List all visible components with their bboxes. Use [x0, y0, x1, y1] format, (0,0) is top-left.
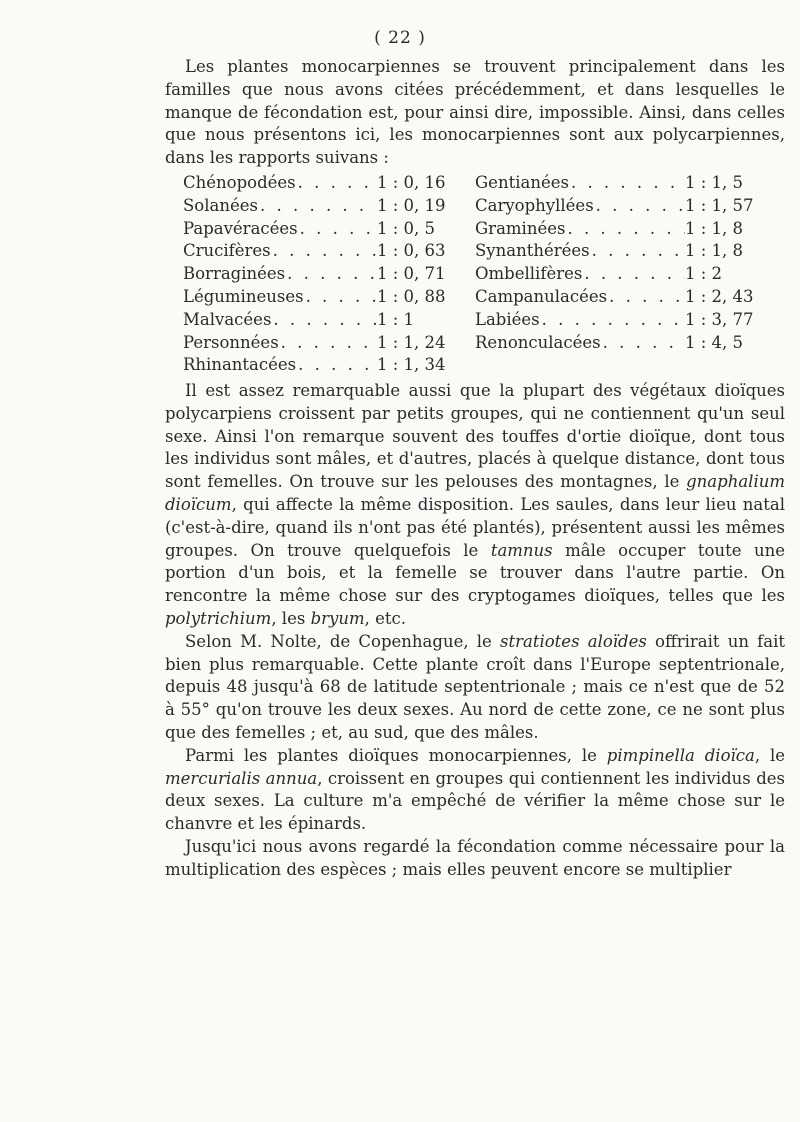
table-cell-right [475, 218, 783, 241]
text-run: Parmi les plantes dioïques monocarpiennes, le [185, 745, 607, 765]
text-run: Selon M. Nolte, de Copenhague, le [185, 631, 501, 651]
table-cell-right [475, 195, 783, 218]
family-name: Solanées [183, 195, 258, 215]
species-name: gnaphalium dioïcum [165, 472, 785, 514]
leader-dots [540, 309, 685, 332]
table-cell-right [475, 286, 783, 309]
text-run: Il est assez remarquable aussi que la plupart des végétaux dioïques polycarpiens croissent par petits groupes, qui ne contiennent qu'un seul sexe. Ainsi l'on remarque souvent des touffes d'ortie dioïque, dont tous les individus sont mâles, et d'autres, placés à quelque distance, dont tous sont femelles. On trouve sur les pelouses des montagnes, le [165, 381, 785, 492]
table-cell-left [183, 218, 475, 241]
leader-dots [271, 240, 377, 263]
text-run: , croissent en groupes qui contiennent les individus des deux sexes. La culture m'a empêché de vérifier la même chose sur le chanvre et les épinards. [165, 768, 785, 834]
leader-dots [590, 240, 685, 263]
paragraph-groups [165, 380, 785, 631]
text-run: offrirait un fait bien plus remarquable. Cette plante croît dans l'Europe septentrionale, depuis 48 jusqu'à 68 de latitude septentrionale ; mais ce n'est que de 52 à 55° qu'on trouve les deux sexes. Au nord de cette zone, ce ne sont plus que des femelles ; et, au sud, que des mâles. [165, 631, 785, 742]
species-name: tamnus [490, 540, 553, 560]
table-row [183, 332, 783, 355]
table-row [183, 263, 783, 286]
ratio-value: 1 : 0, 88 [377, 286, 446, 306]
leader-dots [296, 354, 377, 377]
page-number: ( 22 ) [374, 28, 426, 48]
text-run: mâle occuper toute une portion d'un bois, et la femelle se trouver dans l'autre partie. On rencontre la même chose sur des cryptogames dioïques, telles que les [165, 540, 785, 606]
ratio-value: 1 : 2, 43 [685, 286, 754, 306]
leader-dots [594, 195, 685, 218]
ratio-value: 1 : 1, 8 [685, 218, 744, 238]
text-run: Jusqu'ici nous avons regardé la fécondation comme nécessaire pour la multiplication des espèces ; mais elles peuvent encore se multiplier [165, 836, 785, 879]
family-name: Légumineuses [183, 286, 304, 306]
ratio-value: 1 : 0, 16 [377, 173, 446, 192]
intro-paragraph: Les plantes monocarpiennes se trouvent principalement dans les familles que nous avons citées précédemment, et dans lesquelles le manque de fécondation est, pour ainsi dire, impossible. Ainsi, dans celles que nous présentons ici, les monocarpiennes sont aux polycarpiennes, dans les rapports suivans : [165, 57, 785, 168]
family-name: Labiées [475, 309, 540, 329]
table-row [183, 240, 783, 263]
ratio-value: 1 : 1, 5 [685, 173, 744, 192]
leader-dots [569, 172, 685, 195]
leader-dots [565, 218, 685, 241]
table-row [183, 218, 783, 241]
table-row [183, 195, 783, 218]
ratio-value: 1 : 1 [377, 309, 415, 329]
table-row [183, 172, 783, 195]
leader-dots [601, 332, 685, 355]
intro-paragraph-block [165, 56, 785, 170]
table-cell-right [475, 354, 783, 377]
paragraph-monocarpiennes [165, 745, 785, 836]
paragraph-fecondation [165, 836, 785, 882]
ratio-value: 1 : 3, 77 [685, 309, 754, 329]
leader-dots [304, 286, 377, 309]
family-name: Papavéracées [183, 218, 298, 238]
family-name: Synanthérées [475, 241, 590, 261]
text-run: , le [754, 745, 785, 765]
table-cell-right [475, 332, 783, 355]
table-cell-left [183, 172, 475, 195]
text-run: , les [271, 608, 311, 628]
leader-dots [258, 195, 377, 218]
ratio-value: 1 : 0, 63 [377, 241, 446, 261]
species-name: bryum [310, 608, 365, 628]
table-cell-left [183, 286, 475, 309]
ratio-value: 1 : 2 [685, 264, 723, 284]
table-cell-right [475, 172, 783, 195]
family-name: Crucifères [183, 241, 271, 261]
species-name: stratiotes aloïdes [500, 631, 647, 651]
leader-dots [298, 218, 377, 241]
paragraph-nolte [165, 631, 785, 745]
text-run: , etc. [364, 608, 406, 628]
ratio-value: 1 : 1, 8 [685, 241, 744, 261]
family-name: Malvacées [183, 309, 272, 329]
family-name: Renonculacées [475, 332, 601, 352]
text-run: , qui affecte la même disposition. Les saules, dans leur lieu natal (c'est-à-dire, quand ils n'ont pas été plantés), présentent aussi les mêmes groupes. On trouve quelquefois le [165, 494, 785, 560]
table-cell-left [183, 195, 475, 218]
ratio-value: 1 : 1, 57 [685, 195, 754, 215]
ratio-value: 1 : 0, 19 [377, 195, 446, 215]
table-cell-left [183, 240, 475, 263]
leader-dots [582, 263, 685, 286]
family-name: Chénopodées [183, 173, 296, 192]
leader-dots [285, 263, 377, 286]
table-row [183, 309, 783, 332]
family-name: Gentianées [475, 173, 569, 192]
species-name: polytrichium [165, 608, 272, 628]
table-row [183, 286, 783, 309]
species-name: pimpinella dioïca [606, 745, 755, 765]
table-cell-right [475, 309, 783, 332]
family-name: Caryophyllées [475, 195, 594, 215]
family-name: Graminées [475, 218, 566, 238]
table-cell-left [183, 263, 475, 286]
ratio-table [183, 172, 783, 377]
leader-dots [296, 172, 377, 195]
table-cell-right [475, 240, 783, 263]
ratio-value: 1 : 1, 24 [377, 332, 446, 352]
ratio-value: 1 : 0, 5 [377, 218, 436, 238]
family-name: Personnées [183, 332, 279, 352]
leader-dots [279, 332, 377, 355]
ratio-value: 1 : 1, 34 [377, 355, 446, 375]
table-cell-left [183, 354, 475, 377]
table-row [183, 354, 783, 377]
leader-dots [607, 286, 685, 309]
table-cell-left [183, 332, 475, 355]
table-cell-right [475, 263, 783, 286]
family-name: Ombellifères [475, 264, 583, 284]
species-name: mercurialis annua [165, 768, 318, 788]
ratio-value: 1 : 0, 71 [377, 264, 446, 284]
ratio-value: 1 : 4, 5 [685, 332, 744, 352]
body-text [165, 380, 785, 882]
leader-dots [271, 309, 377, 332]
family-name: Rhinantacées [183, 355, 297, 375]
table-cell-left [183, 309, 475, 332]
family-name: Campanulacées [475, 286, 608, 306]
family-name: Borraginées [183, 264, 286, 284]
